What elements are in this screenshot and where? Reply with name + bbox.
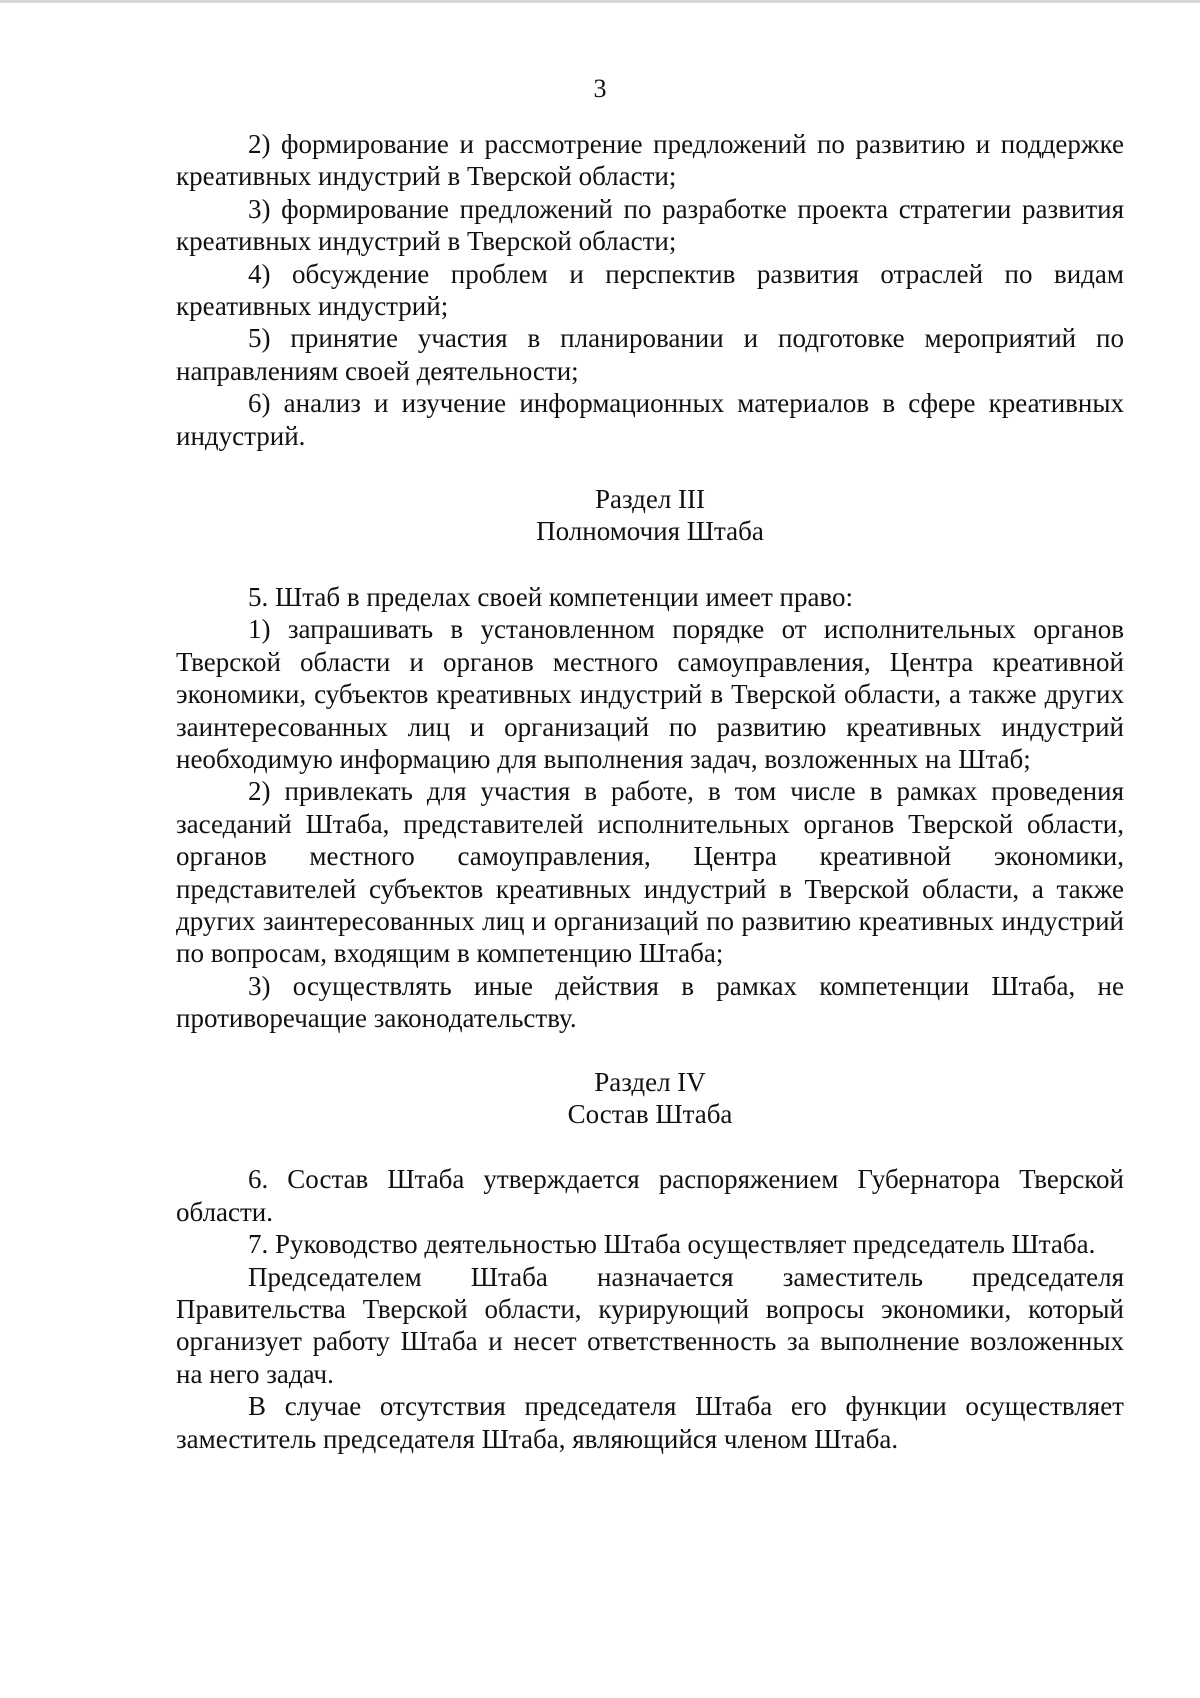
list-item: 3) осуществлять иные действия в рамках компетенции Штаба, не противоречащие законодательству. bbox=[176, 970, 1124, 1034]
list-item: 3) формирование предложений по разработке проекта стратегии развития креативных индустрий в Тверской области; bbox=[176, 193, 1124, 257]
clause-paragraph: 6. Состав Штаба утверждается распоряжением Губернатора Тверской области. bbox=[176, 1164, 1124, 1227]
section-3-title: Полномочия Штаба bbox=[536, 516, 764, 547]
list-item: 2) формирование и рассмотрение предложений по развитию и поддержке креативных индустрий в Тверской области; bbox=[176, 129, 1124, 192]
document-body bbox=[176, 128, 1124, 1455]
list-item: 6) анализ и изучение информационных материалов в сфере креативных индустрий. bbox=[176, 388, 1124, 451]
section-4-title: Состав Штаба bbox=[567, 1098, 733, 1129]
list-item: 2) привлекать для участия в работе, в том числе в рамках проведения заседаний Штаба, представителей исполнительных органов Тверской области, органов местного самоуправления, Центра креативной экономики, представителей субъектов креативных индустрий в Тверской области, а также других заинтересованных лиц и организаций по развитию креативных индустрий по вопросам, входящим в компетенцию Штаба; bbox=[176, 776, 1124, 969]
section-4-label: Раздел IV bbox=[594, 1066, 706, 1097]
list-item: 1) запрашивать в установленном порядке от исполнительных органов Тверской области и органов местного самоуправления, Центра креативной экономики, субъектов креативных индустрий в Тверской области, а также других заинтересованных лиц и организаций по развитию креативных индустрий необходимую информацию для выполнения задач, возложенных на Штаб; bbox=[176, 614, 1124, 774]
list-item: 5) принятие участия в планировании и подготовке мероприятий по направлениям своей деятельности; bbox=[176, 323, 1124, 386]
section-3-label: Раздел III bbox=[594, 484, 706, 515]
scan-top-edge bbox=[0, 0, 1200, 3]
page-number: 3 bbox=[593, 74, 607, 103]
clause-paragraph: Председателем Штаба назначается заместитель председателя Правительства Тверской области, курирующий вопросы экономики, который организует работу Штаба и несет ответственность за выполнение возложенных на него задач. bbox=[176, 1261, 1124, 1389]
list-item: 4) обсуждение проблем и перспектив развития отраслей по видам креативных индустрий; bbox=[176, 258, 1124, 322]
section-4-heading bbox=[176, 1066, 1124, 1131]
section-3-heading bbox=[176, 483, 1124, 548]
clause-paragraph: 7. Руководство деятельностью Штаба осуществляет председатель Штаба. bbox=[248, 1229, 1096, 1260]
clause-paragraph: 5. Штаб в пределах своей компетенции имеет право: bbox=[248, 581, 854, 612]
clause-paragraph: В случае отсутствия председателя Штаба его функции осуществляет заместитель председателя Штаба, являющийся членом Штаба. bbox=[176, 1391, 1124, 1454]
